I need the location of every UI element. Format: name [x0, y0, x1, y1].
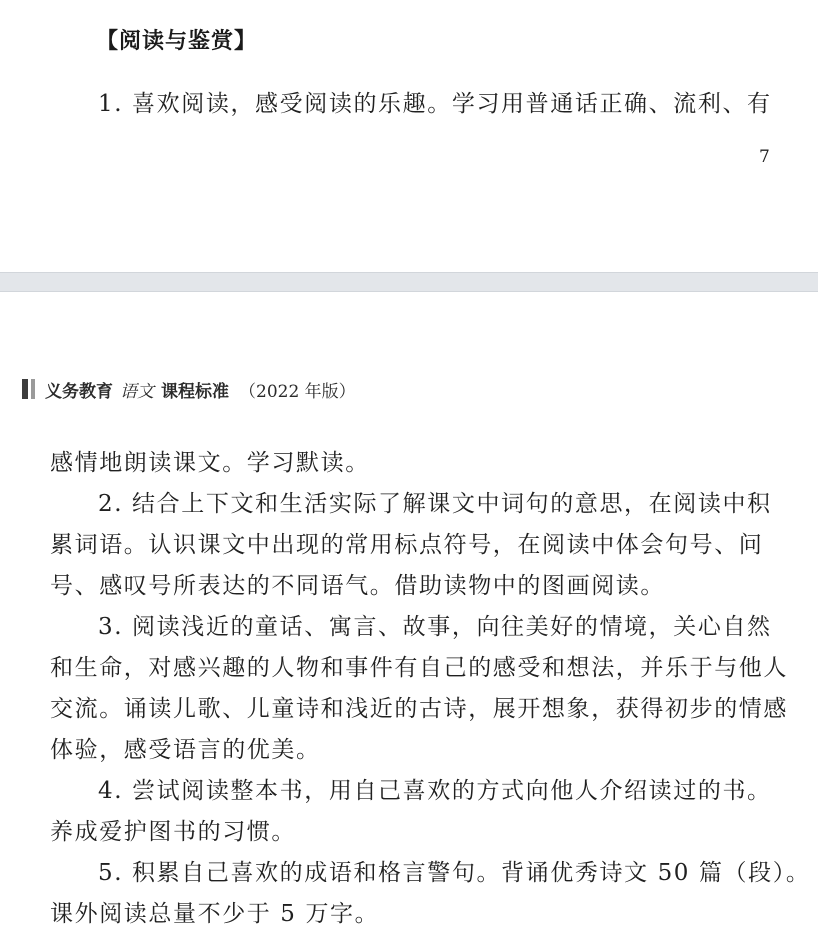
header-marker-icon	[22, 379, 35, 399]
paragraph-line: 和生命，对感兴趣的人物和事件有自己的感受和想法，并乐于与他人	[50, 655, 788, 681]
paragraph-line: 体验，感受语言的优美。	[50, 737, 321, 763]
page-separator	[0, 272, 818, 292]
paragraph-line: 5. 积累自己喜欢的成语和格言警句。背诵优秀诗文 50 篇（段）。	[98, 860, 811, 886]
paragraph-line: 4. 尝试阅读整本书，用自己喜欢的方式向他人介绍读过的书。	[98, 778, 772, 804]
header-title: 课程标准	[161, 381, 229, 402]
header-subject: 语文	[120, 381, 154, 402]
header-edition: （2022 年版）	[239, 381, 356, 402]
paragraph-line: 养成爱护图书的习惯。	[50, 819, 296, 845]
paragraph-line: 累词语。认识课文中出现的常用标点符号，在阅读中体会句号、问	[50, 532, 764, 558]
header-prefix: 义务教育	[45, 381, 113, 402]
paragraph-line: 感情地朗读课文。学习默读。	[50, 450, 370, 476]
section-heading: 【阅读与鉴赏】	[96, 29, 258, 54]
paragraph-line: 3. 阅读浅近的童话、寓言、故事，向往美好的情境，关心自然	[98, 614, 772, 640]
page-number: 7	[759, 147, 770, 167]
paragraph-line: 号、感叹号所表达的不同语气。借助读物中的图画阅读。	[50, 573, 665, 599]
paragraph-line: 1. 喜欢阅读，感受阅读的乐趣。学习用普通话正确、流利、有	[98, 91, 772, 117]
paragraph-line: 2. 结合上下文和生活实际了解课文中词句的意思，在阅读中积	[98, 491, 772, 517]
running-header	[22, 376, 356, 402]
paragraph-line: 课外阅读总量不少于 5 万字。	[50, 901, 380, 927]
paragraph-line: 交流。诵读儿歌、儿童诗和浅近的古诗，展开想象，获得初步的情感	[50, 696, 788, 722]
